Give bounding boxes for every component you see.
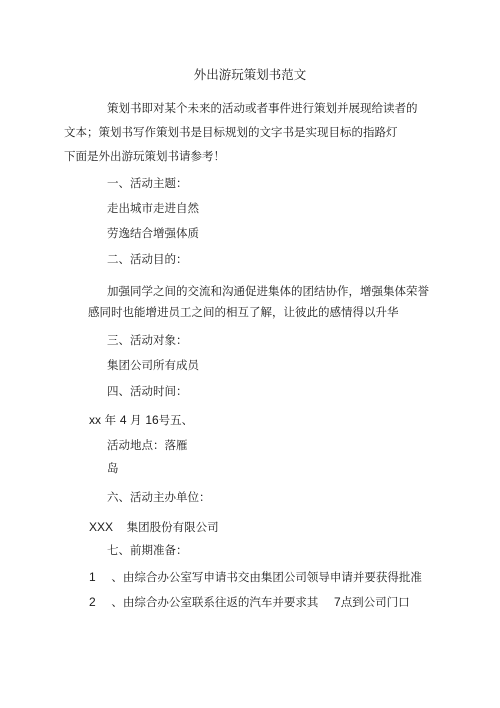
organizer-line (89, 520, 219, 535)
purpose-heading: 二、活动目的： (107, 252, 188, 266)
audience-heading: 三、活动对象： (107, 333, 188, 347)
purpose-line-1: 加强同学之间的交流和沟通促进集体的团结协作，增强集体荣誉 (107, 284, 429, 298)
prep-item-tail-text: 点到公司门口 (340, 595, 410, 609)
location-cont: 岛 (107, 461, 119, 475)
prep-item-2 (89, 595, 410, 610)
date-month: 4 (119, 413, 127, 427)
organizer-heading: 六、活动主办单位： (107, 490, 211, 504)
prep-item-1 (89, 570, 422, 585)
organizer-prefix: XXX (89, 520, 114, 534)
purpose-line-2: 感同时也能增进员工之间的相互了解，让彼此的感情得以升华 (88, 305, 399, 319)
date-month-unit: 月 (130, 413, 142, 427)
date-day: 16 (145, 413, 159, 427)
document-title: 外出游玩策划书范文 (193, 67, 307, 82)
prep-item-text: 、由综合办公室联系往返的汽车并要求其 (111, 595, 319, 609)
intro-line-2: 文本；策划书写作策划书是目标规划的文字书是实现目标的指路灯 (64, 125, 398, 139)
date-year-unit: 年 (104, 413, 117, 427)
prep-item-number: 1 (89, 570, 96, 584)
time-date (89, 413, 193, 428)
intro-line-1: 策划书即对某个未来的活动或者事件进行策划并展现给读者的 (107, 101, 418, 115)
theme-line-2: 劳逸结合增强体质 (107, 226, 199, 240)
audience-line-1: 集团公司所有成员 (107, 358, 199, 372)
location-label: 活动地点：落雁 (107, 438, 188, 452)
time-heading: 四、活动时间： (107, 384, 188, 398)
intro-line-3: 下面是外出游玩策划书请参考！ (64, 149, 225, 163)
theme-line-1: 走出城市走进自然 (107, 201, 199, 215)
organizer-name: 集团股份有限公司 (126, 520, 219, 534)
date-day-unit: 号五、 (158, 413, 194, 427)
prep-heading: 七、前期准备： (107, 543, 188, 557)
prep-item-text: 、由综合办公室写申请书交由集团公司领导申请并要获得批准 (111, 570, 422, 584)
prep-item-number: 2 (89, 595, 96, 609)
theme-heading: 一、活动主题： (107, 176, 188, 190)
prep-item-tail-number: 7 (334, 595, 341, 609)
date-year: xx (89, 413, 101, 427)
